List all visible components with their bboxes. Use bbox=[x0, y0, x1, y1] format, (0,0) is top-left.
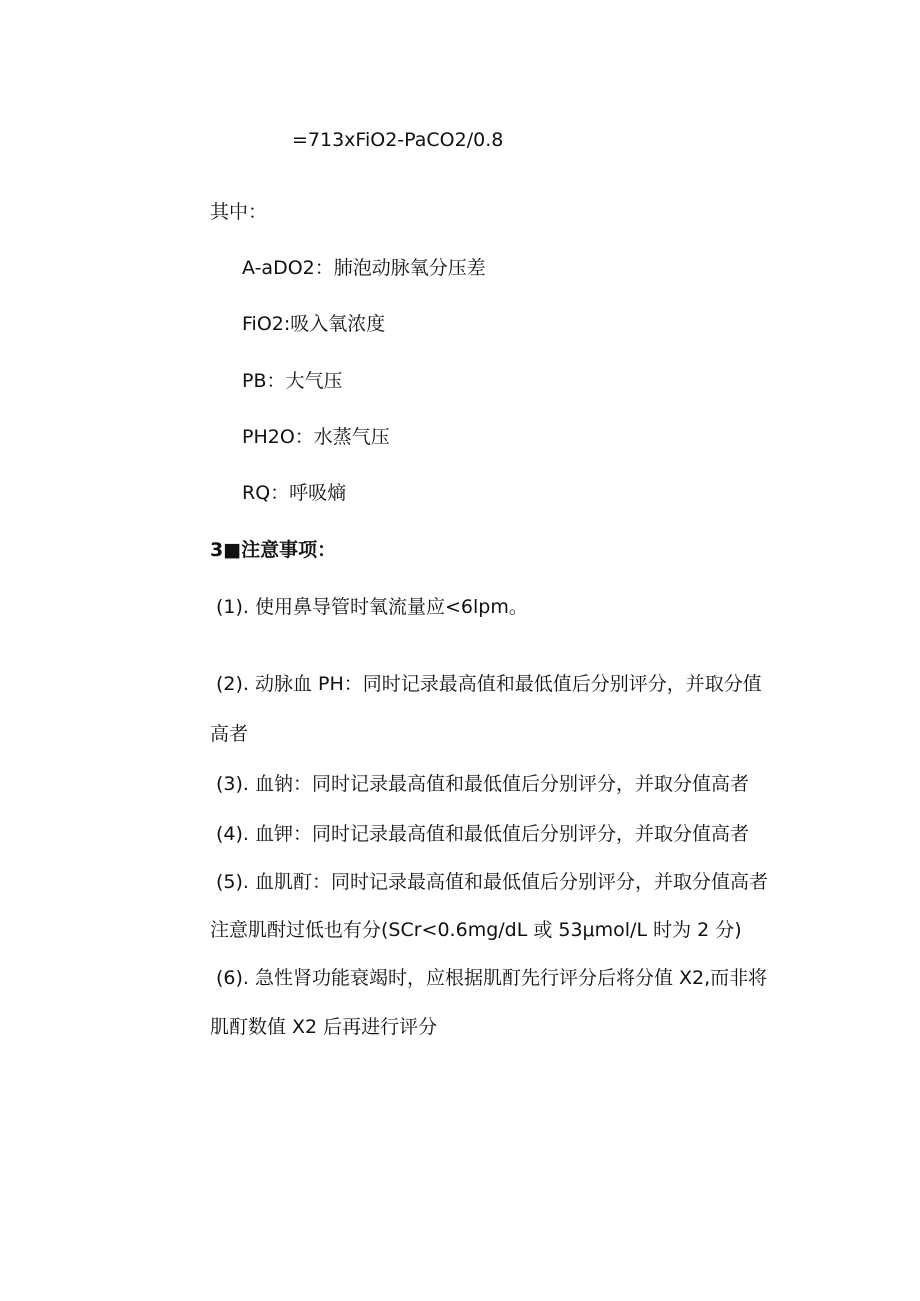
definition-fio2: FiO2:吸入氧浓度 bbox=[242, 313, 386, 335]
notes-heading: 3■注意事项： bbox=[210, 539, 337, 561]
definition-rq: RQ：呼吸熵 bbox=[242, 482, 347, 504]
note-6-line-2: 肌酊数值 X2 后再进行评分 bbox=[210, 1016, 438, 1038]
formula-line: =713xFiO2-PaCO2/0.8 bbox=[292, 129, 504, 151]
definition-a-ado2: A-aDO2：肺泡动脉氧分压差 bbox=[242, 257, 486, 279]
note-1: (1). 使用鼻导管时氧流量应<6lpm。 bbox=[216, 596, 528, 618]
note-2-line-2: 高者 bbox=[210, 723, 249, 745]
note-3: (3). 血钠：同时记录最高值和最低值后分别评分，并取分值高者 bbox=[216, 773, 749, 795]
definition-pb: PB：大气压 bbox=[242, 370, 343, 392]
definition-ph2o: PH2O：水蒸气压 bbox=[242, 426, 390, 448]
note-5-line-2: 注意肌酎过低也有分(SCr<0.6mg/dL 或 53μmol/L 时为 2 分) bbox=[210, 919, 742, 941]
note-4: (4). 血钾：同时记录最高值和最低值后分别评分，并取分值高者 bbox=[216, 823, 749, 845]
note-2-line-1: (2). 动脉血 PH：同时记录最高值和最低值后分别评分，并取分值 bbox=[216, 673, 762, 695]
definitions-heading: 其中： bbox=[210, 201, 268, 223]
note-6-line-1: (6). 急性肾功能衰竭时，应根据肌酊先行评分后将分值 X2,而非将 bbox=[216, 967, 768, 989]
note-5-line-1: (5). 血肌酊：同时记录最高值和最低值后分别评分，并取分值高者 bbox=[216, 871, 768, 893]
